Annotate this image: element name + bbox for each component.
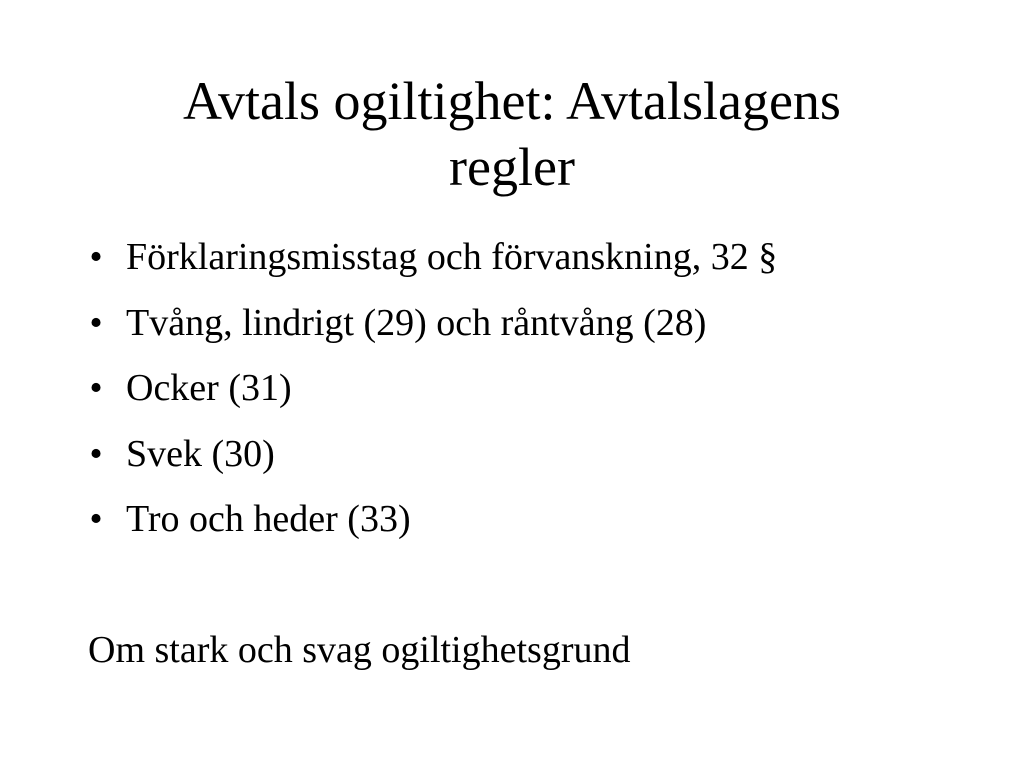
bullet-text: Tro och heder (33) — [126, 498, 411, 540]
bullet-text: Svek (30) — [126, 432, 275, 475]
bullet-item — [86, 359, 986, 425]
slide-footer-text: Om stark och svag ogiltighetsgrund — [88, 629, 631, 671]
bullet-text: Ocker (31) — [126, 367, 292, 409]
bullet-marker: • — [89, 367, 103, 409]
slide-title — [100, 68, 924, 200]
bullet-item — [86, 490, 986, 556]
bullet-text: Förklaringsmisstag och förvanskning, 32 § — [126, 236, 778, 278]
bullet-list — [86, 228, 986, 556]
bullet-marker: • — [89, 498, 103, 540]
bullet-item — [86, 425, 986, 491]
bullet-item — [86, 228, 986, 294]
slide-title-line-2: regler — [449, 137, 575, 197]
bullet-marker: • — [89, 301, 103, 344]
bullet-marker: • — [89, 236, 103, 278]
bullet-text: Tvång, lindrigt (29) och råntvång (28) — [126, 301, 707, 344]
slide-title-line-1: Avtals ogiltighet: Avtalslagens — [183, 71, 841, 131]
bullet-item — [86, 294, 986, 360]
bullet-marker: • — [89, 432, 103, 475]
